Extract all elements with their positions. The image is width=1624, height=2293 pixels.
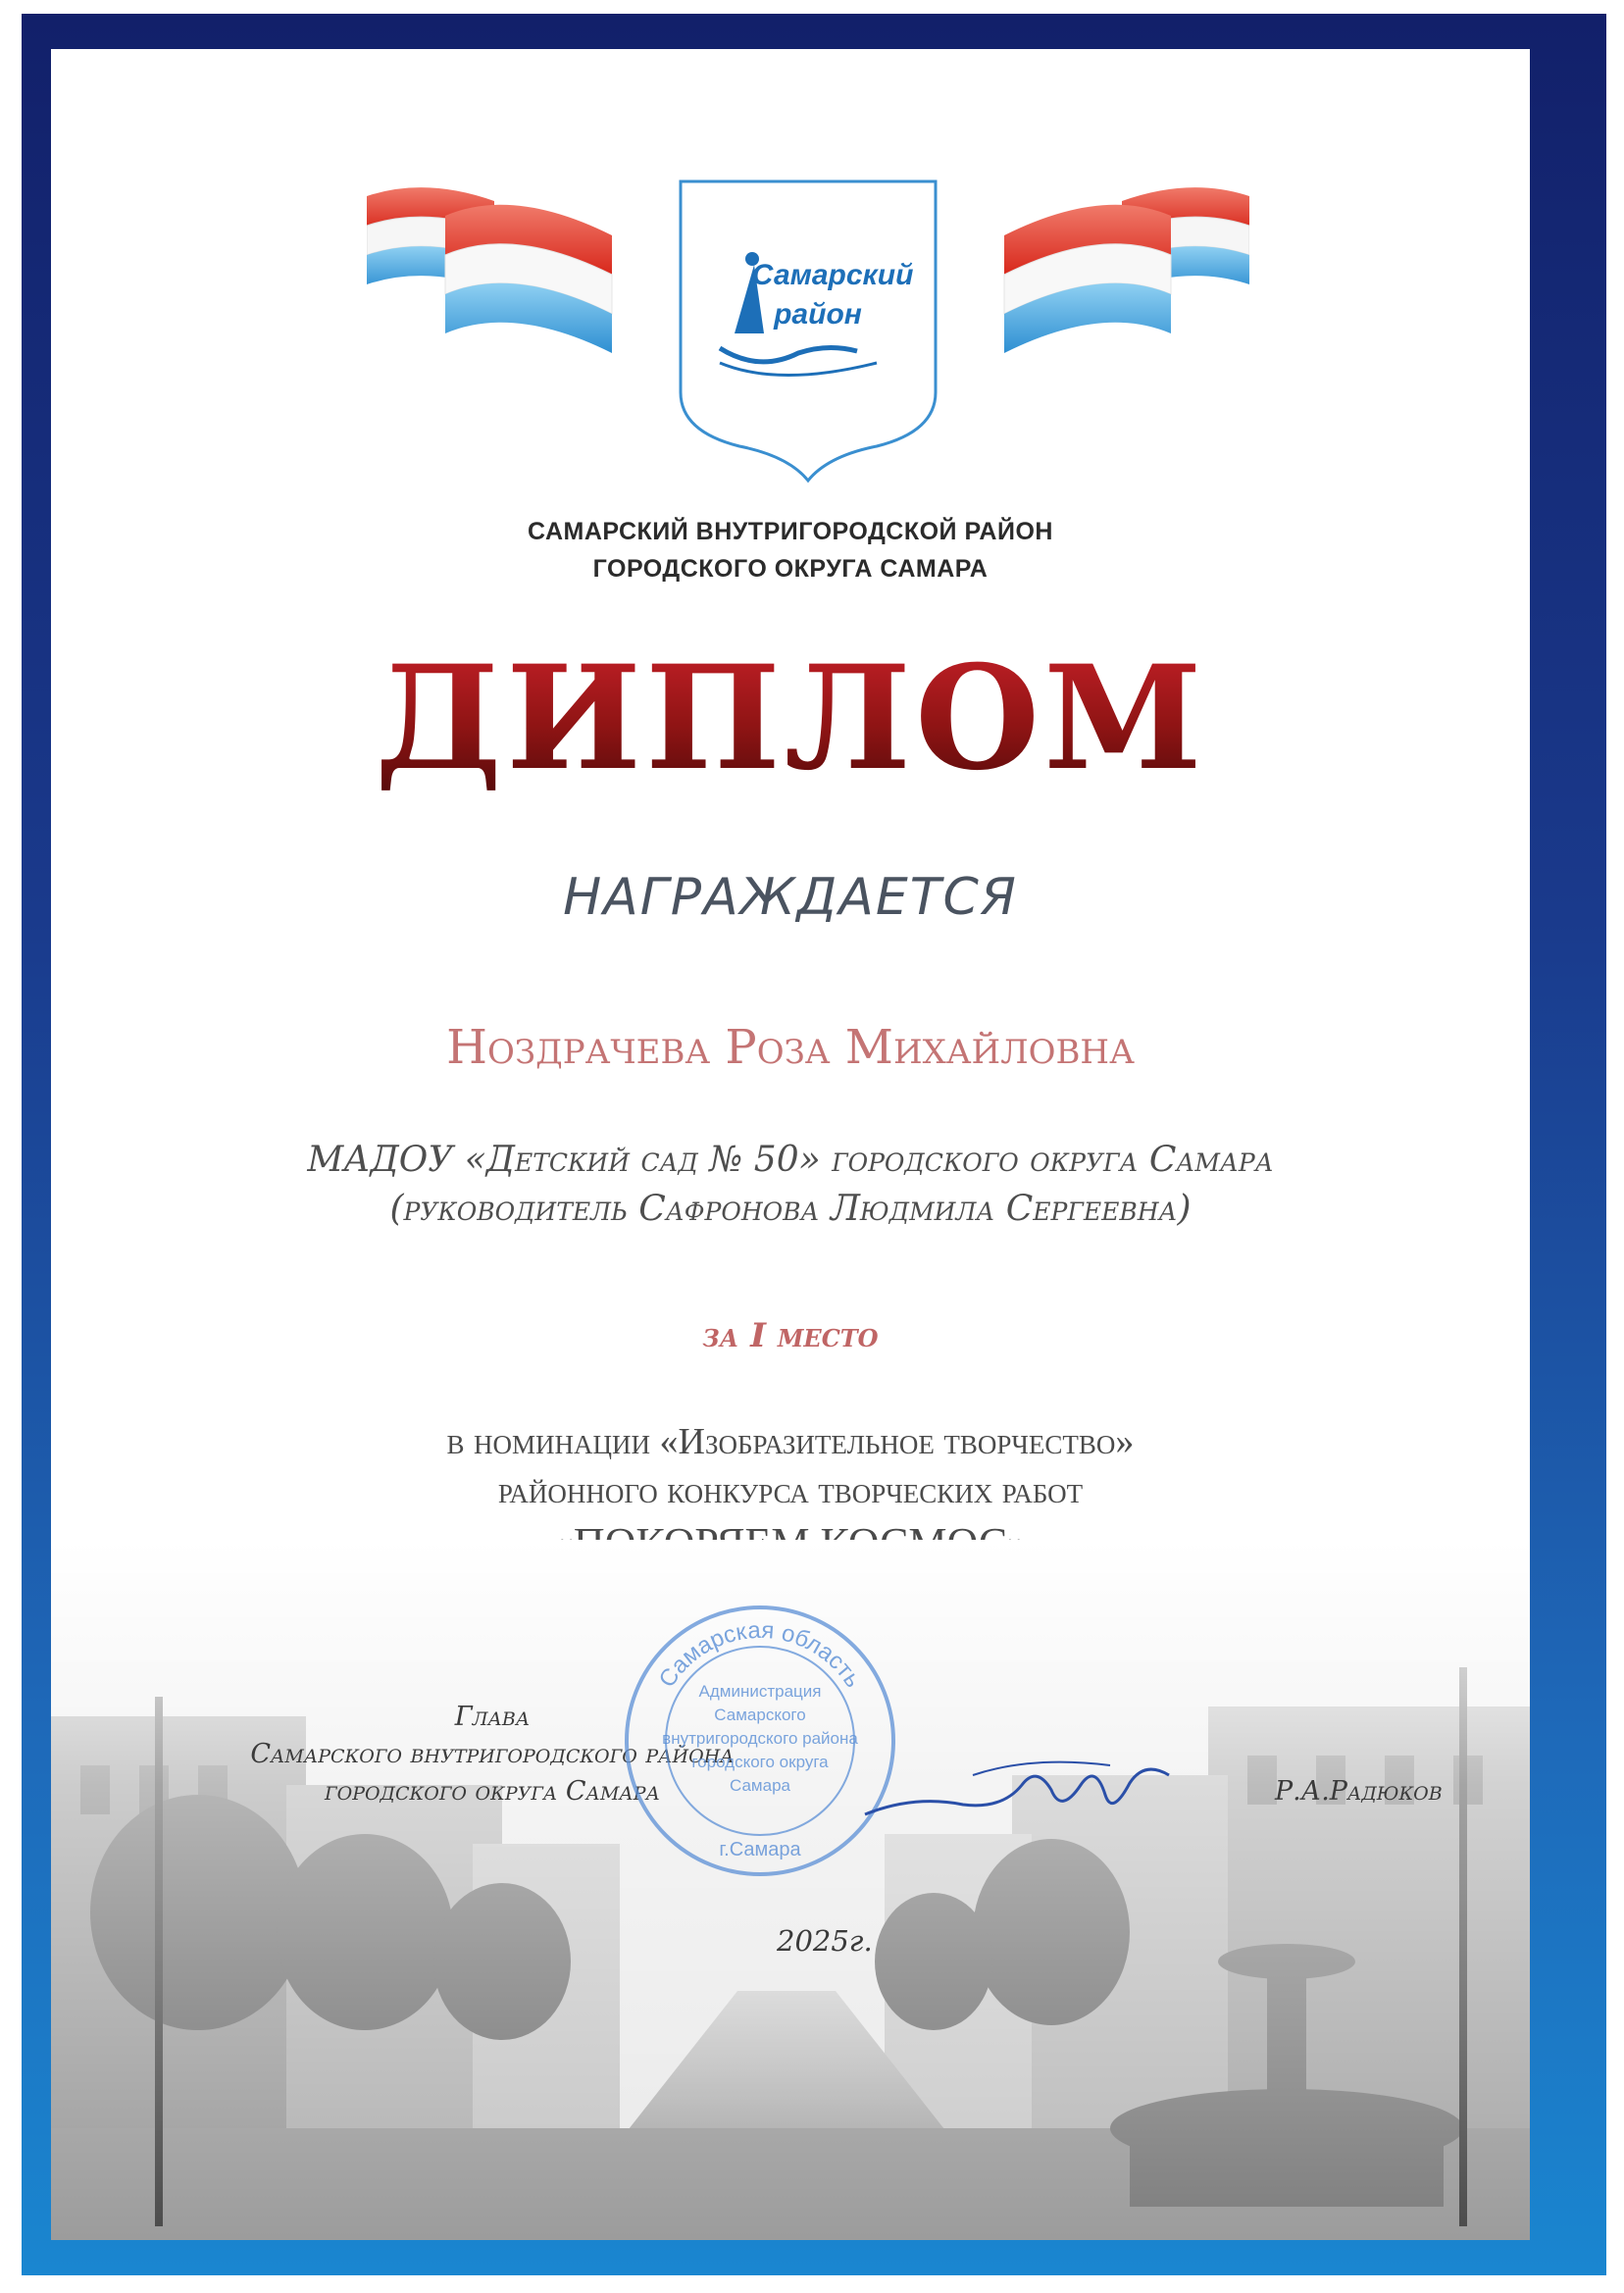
stamp-line5: Самара (730, 1776, 790, 1795)
stamp-line3: внутригородского района (662, 1729, 858, 1748)
stamp-line4: городского округа (691, 1753, 829, 1771)
stamp-line2: Самарского (714, 1706, 806, 1724)
handwritten-signature (855, 1736, 1179, 1844)
header-line2: ГОРОДСКОГО ОКРУГА САМАРА (592, 555, 989, 583)
stamp-line1: Администрация (698, 1682, 822, 1701)
nomination-line1: в номинации «Изобразительное творчество» (446, 1421, 1135, 1462)
signatory-title-line3: городского округа Самара (325, 1776, 660, 1807)
nomination-line2: районного конкурса творческих работ (497, 1470, 1084, 1511)
logo-text-line1: Самарский (751, 259, 914, 291)
flag-ribbon-right (1004, 187, 1249, 353)
organization-line2: (руководитель Сафронова Людмила Сергеевна) (389, 1189, 1192, 1229)
diploma-title: ДИПЛОМ (51, 647, 1530, 790)
signatory-title-line1: Глава (454, 1702, 531, 1732)
signatory-name: Р.А.Радюков (1275, 1776, 1443, 1807)
recipient-name: Ноздрачева Роза Михайловна (446, 1020, 1135, 1075)
stamp-bottom-text: г.Самара (719, 1839, 801, 1860)
header-line1: САМАРСКИЙ ВНУТРИГОРОДСКОЙ РАЙОН (528, 518, 1053, 545)
district-emblem (367, 177, 1249, 500)
place-award: за I место (702, 1316, 879, 1355)
stamp-outer-text: Самарская область (653, 1616, 867, 1693)
organization-line1: МАДОУ «Детский сад № 50» городского округа Самара (307, 1140, 1274, 1180)
flag-ribbon-left (367, 187, 612, 353)
awarded-label: НАГРАЖДАЕТСЯ (563, 868, 1018, 927)
signatory-title-line2: Самарского внутригородского района (250, 1739, 735, 1769)
diploma-sheet (51, 49, 1530, 2240)
logo-text-line2: район (774, 298, 862, 331)
shield-icon (681, 181, 936, 481)
issue-year: 2025г. (777, 1924, 873, 1958)
